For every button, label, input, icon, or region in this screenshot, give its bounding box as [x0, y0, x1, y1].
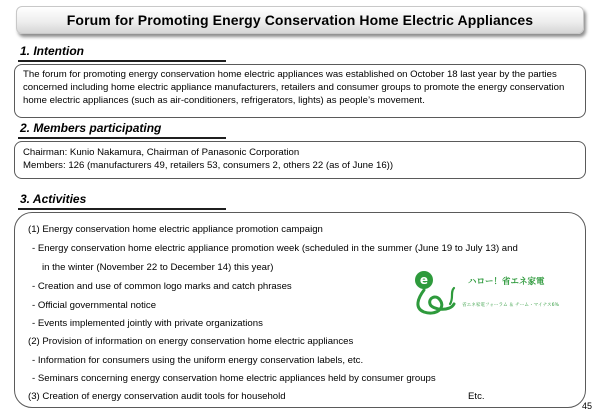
section-underline: [18, 137, 226, 139]
page-title: Forum for Promoting Energy Conservation Home Electric Appliances: [66, 12, 534, 28]
members-chairman: Chairman: Kunio Nakamura, Chairman of Panasonic Corporation: [23, 147, 300, 158]
activity-line: - Events implemented jointly with private organizations: [32, 318, 263, 329]
members-count: Members: 126 (manufacturers 49, retailers 53, consumers 2, others 22 (as of June 16)): [23, 160, 394, 171]
members-box: [14, 141, 586, 179]
logo-text-top: ハロー！省エネ家電: [468, 277, 545, 287]
activity-etc: Etc.: [468, 391, 485, 402]
logo-swirl: [418, 290, 454, 313]
section-underline: [18, 208, 226, 210]
page-number: 45: [581, 401, 592, 411]
activity-line: - Official governmental notice: [32, 300, 157, 311]
section-heading-intention: 1. Intention: [20, 44, 84, 58]
section-heading-members: 2. Members participating: [20, 121, 162, 135]
activity-line: (3) Creation of energy conservation audit tools for household: [28, 391, 286, 402]
activity-line: - Energy conservation home electric appliance promotion week (scheduled in the summer (June 19 to July 13) and: [32, 243, 518, 254]
activity-line: - Seminars concerning energy conservation home electric appliances held by consumer groups: [32, 373, 436, 384]
activity-line: (2) Provision of information on energy conservation home electric appliances: [28, 336, 354, 347]
section-underline: [18, 60, 226, 62]
activity-line: (1) Energy conservation home electric appliance promotion campaign: [28, 224, 323, 235]
svg-text:e: e: [419, 273, 429, 287]
title-banner: [16, 6, 584, 34]
energy-conservation-logo: [410, 268, 578, 320]
intention-box: [14, 64, 586, 118]
activity-line: in the winter (November 22 to December 14) this year): [42, 262, 274, 273]
intention-text: The forum for promoting energy conservation home electric appliances was established on October 18 last year by the parties concerned including home electric appliance manufacturers, retailers and consumer groups to promote the energy conservation home electric appliances (such as air-conditioners, refrigerators, lights) as people’s movement.: [23, 69, 565, 106]
section-heading-activities: 3. Activities: [20, 192, 87, 206]
activity-line: - Creation and use of common logo marks and catch phrases: [32, 281, 292, 292]
activity-line: - Information for consumers using the uniform energy conservation labels, etc.: [32, 355, 364, 366]
logo-text-bottom: 省エネ家電フォーラム ＆ チーム・マイナス6%: [462, 303, 559, 308]
